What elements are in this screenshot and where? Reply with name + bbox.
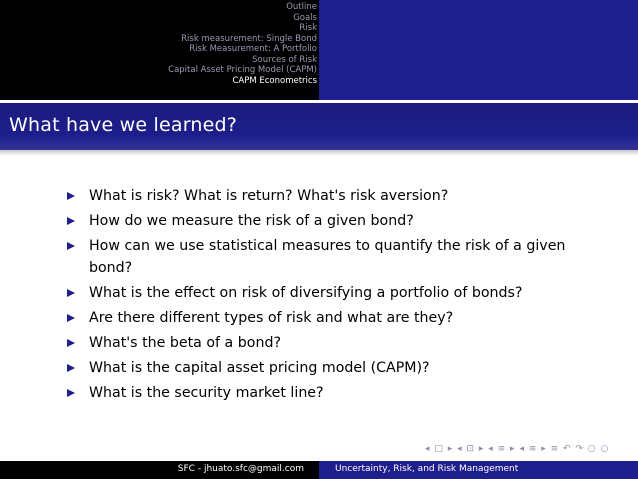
bullet-arrow-icon	[67, 314, 75, 322]
bullet-item	[67, 210, 587, 232]
bullet-list	[67, 185, 587, 407]
bullet-text: What is the effect on risk of diversifying a portfolio of bonds?	[89, 285, 523, 301]
bullet-text: How do we measure the risk of a given bond?	[89, 213, 414, 229]
bullet-arrow-icon	[67, 217, 75, 225]
bullet-text: What is the capital asset pricing model (CAPM)?	[89, 360, 430, 376]
bullet-item	[67, 185, 587, 207]
bullet-text: What is the security market line?	[89, 385, 324, 401]
frame-title-bar	[0, 103, 638, 150]
bullet-item	[67, 235, 587, 279]
bullet-arrow-icon	[67, 339, 75, 347]
bullet-arrow-icon	[67, 289, 75, 297]
footline-author-panel	[0, 461, 319, 479]
nav-section-item[interactable]: Goals	[293, 12, 317, 23]
beamer-navigation-symbols[interactable]: ◂ □ ▸ ◂ ⊡ ▸ ◂ ≡ ▸ ◂ ≡ ▸ ≡ ↶ ↷ ○ ○	[425, 444, 610, 454]
nav-section-item[interactable]: Outline	[286, 2, 317, 12]
headline-left-panel	[0, 0, 319, 100]
footer-title: Uncertainty, Risk, and Risk Management	[335, 464, 519, 474]
title-shadow	[0, 150, 638, 156]
footline-title-panel	[319, 461, 638, 479]
bullet-text: What's the beta of a bond?	[89, 335, 281, 351]
bullet-item	[67, 282, 587, 304]
bullet-arrow-icon	[67, 364, 75, 372]
bullet-item	[67, 382, 587, 404]
footline	[0, 461, 638, 479]
bullet-arrow-icon	[67, 389, 75, 397]
bullet-item	[67, 332, 587, 354]
nav-section-item[interactable]: Capital Asset Pricing Model (CAPM)	[168, 65, 317, 75]
headline-bar	[0, 0, 638, 100]
slide-title: What have we learned?	[9, 114, 238, 136]
bullet-item	[67, 357, 587, 379]
nav-section-item[interactable]: Risk measurement: Single Bond	[181, 33, 317, 44]
bullet-arrow-icon	[67, 192, 75, 200]
bullet-text: How can we use statistical measures to quantify the risk of a given bond?	[89, 238, 566, 276]
nav-section-item[interactable]: Risk	[299, 23, 317, 33]
footer-author: SFC - jhuato.sfc@gmail.com	[177, 464, 304, 474]
headline-right-panel	[319, 0, 638, 100]
bullet-text: Are there different types of risk and what are they?	[89, 310, 454, 326]
nav-section-item[interactable]: CAPM Econometrics	[232, 75, 317, 86]
bullet-arrow-icon	[67, 242, 75, 250]
bullet-text: What is risk? What is return? What's risk aversion?	[89, 188, 449, 204]
bullet-item	[67, 307, 587, 329]
nav-section-item[interactable]: Sources of Risk	[252, 54, 317, 65]
section-navigation	[168, 2, 317, 86]
nav-section-item[interactable]: Risk Measurement: A Portfolio	[189, 44, 317, 54]
